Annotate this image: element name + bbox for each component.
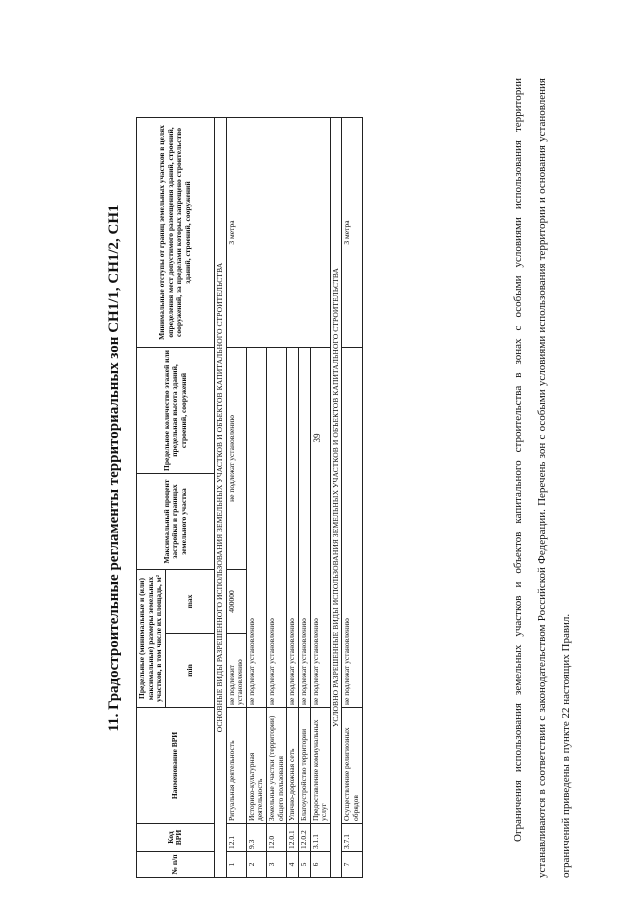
row-code: 12.0.1	[287, 824, 299, 852]
page-heading: 11. Градостроительные регламенты территориальных зон СН1/1, СН1/2, СН1	[106, 204, 122, 732]
header-code: Код ВРИ	[137, 824, 215, 852]
row-name: Ритуальная деятельность	[226, 708, 246, 824]
row-setback: 3 метра	[226, 117, 330, 347]
section-conditional-title: УСЛОВНО РАЗРЕШЕННЫЕ ВИДЫ ИСПОЛЬЗОВАНИЯ ЗЕМЕЛЬНЫХ УЧАСТКОВ И ОБЪЕКТОВ КАПИТАЛЬНОГО СТРОИТЕЛЬСТВА	[330, 117, 342, 877]
header-size: Предельные (минимальные и (или) максимальные) размеры земельных участков, в том числе их площадь, м²	[137, 569, 166, 707]
row-min: не подлежат установлению	[267, 347, 287, 707]
row-name: Предоставление коммунальных услуг	[310, 708, 330, 824]
row-other: не подлежат установлению	[226, 347, 246, 569]
header-min: min	[165, 634, 214, 708]
row-code: 12.0.2	[298, 824, 310, 852]
regulations-table	[136, 117, 363, 878]
restrictions-paragraph: Ограничения использования земельных участков и объектов капитального строительства в зонах с особыми условиями использования территории устанавливаются в соответствии с законодательством Российской Федерации. Перечень зон с особыми условиями использования территории и основания установления ограничений приведены в пункте 22 настоящих Правил.	[512, 78, 573, 878]
row-setback: 3 метра	[342, 117, 362, 347]
section-row	[330, 117, 342, 877]
row-min: не подлежат установлению	[287, 347, 299, 707]
row-code: 9.3	[246, 824, 266, 852]
row-min: не подлежат установлению	[342, 347, 362, 707]
row-num: 2	[246, 852, 266, 878]
row-num: 7	[342, 852, 362, 878]
table-row	[342, 117, 362, 877]
row-num: 6	[310, 852, 330, 878]
rotated-page-content	[16, 58, 616, 878]
table-row	[226, 117, 246, 877]
row-num: 1	[226, 852, 246, 878]
row-num: 5	[298, 852, 310, 878]
row-num: 4	[287, 852, 299, 878]
header-num: № п/п	[137, 852, 215, 878]
header-coverage: Максимальный процент застройки в границах земельного участка	[137, 473, 215, 569]
row-code: 12.1	[226, 824, 246, 852]
header-setback: Минимальные отступы от границ земельных участков в целях определения мест допустимого размещения зданий, строений, сооружений, за пределами которых запрещено строительство зданий, строений, сооружений	[137, 117, 215, 347]
section-main-title: ОСНОВНЫЕ ВИДЫ РАЗРЕШЕННОГО ИСПОЛЬЗОВАНИЯ ЗЕМЕЛЬНЫХ УЧАСТКОВ И ОБЪЕКТОВ КАПИТАЛЬНОГО СТРОИТЕЛЬСТВА	[214, 117, 226, 877]
header-name: Наименование ВРИ	[137, 708, 215, 824]
row-code: 3.1.1	[310, 824, 330, 852]
header-floors: Предельное количество этажей или предельная высота зданий, строений, сооружений	[137, 347, 215, 473]
row-name: Историко-культурная деятельность	[246, 708, 266, 824]
row-code: 3.7.1	[342, 824, 362, 852]
row-num: 3	[267, 852, 287, 878]
row-name: Земельные участки (территории) общего пользования	[267, 708, 287, 824]
row-min: не подлежит установлению	[226, 634, 246, 708]
row-min: не подлежат установлению	[246, 347, 266, 707]
page-number: 39	[312, 433, 322, 443]
row-code: 12.0	[267, 824, 287, 852]
row-min: не подлежат установлению	[298, 347, 310, 707]
header-max: max	[165, 569, 214, 633]
table-header-row	[137, 117, 166, 877]
row-name: Осуществление религиозных обрядов	[342, 708, 362, 824]
row-max: 400000	[226, 569, 246, 633]
row-min: не подлежат установлению	[310, 347, 330, 707]
row-name: Благоустройство территории	[298, 708, 310, 824]
row-name: Улично-дорожная сеть	[287, 708, 299, 824]
section-row	[214, 117, 226, 877]
